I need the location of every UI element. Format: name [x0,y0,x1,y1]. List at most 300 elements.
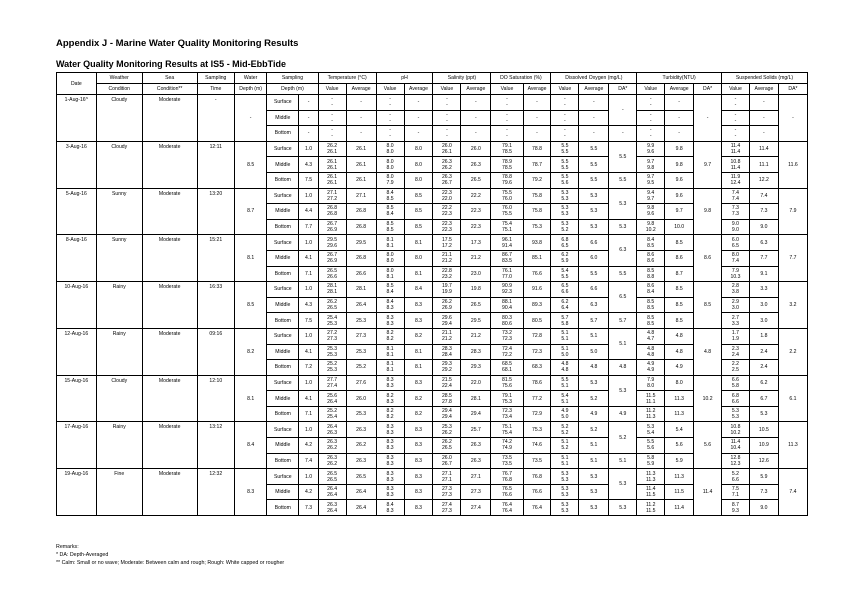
suspended-solids-average-cell: - [749,126,778,142]
ph-value-cell-reading: 8.3 [386,492,394,499]
dissolved-oxygen-value-cell [551,453,579,469]
do-saturation-average-cell: 80.5 [523,313,551,329]
temperature-value-cell-reading: 25.4 [327,314,338,321]
ph-average-cell: 8.3 [404,484,433,500]
ph-value-cell-reading: 8.3 [386,445,394,452]
temperature-value-cell-reading: 26.1 [327,174,338,181]
ph-value-cell-reading: 8.3 [386,429,394,436]
temperature-average-cell: 26.3 [346,422,376,438]
turbidity-average-cell: 11.3 [665,469,694,485]
turbidity-value-cell-reading: - [649,127,652,134]
temperature-value-cell-readings [319,268,346,280]
do-saturation-value-cell-readings [491,237,522,249]
suspended-solids-value-cell [722,235,750,251]
temperature-value-cell-reading: 26.4 [327,398,338,405]
do-saturation-average-cell: 85.1 [523,250,551,266]
salinity-value-cell-reading: 21.5 [441,376,452,383]
do-saturation-value-cell [491,172,523,188]
temperature-average-cell: 26.1 [346,172,376,188]
suspended-solids-value-cell-readings [722,159,749,171]
do-saturation-value-cell [491,110,523,126]
turbidity-value-cell [637,313,665,329]
turbidity-value-cell-readings [637,315,664,327]
turbidity-average-cell: 11.5 [665,484,694,500]
salinity-value-cell-reading: 28.3 [441,345,452,352]
ph-value-cell [376,204,404,220]
temperature-average-cell: 26.4 [346,484,376,500]
salinity-value-cell [433,141,461,157]
temperature-average-cell: - [346,126,376,142]
salinity-value-cell-reading: 21.2 [441,258,452,265]
ph-average-cell: - [404,110,433,126]
ph-average-cell: 8.5 [404,188,433,204]
do-saturation-value-cell-reading: 76.4 [502,501,512,508]
turbidity-value-cell-reading: - [649,111,652,118]
do-saturation-average-cell: 73.5 [523,453,551,469]
do-saturation-average-cell: 77.2 [523,391,551,407]
suspended-solids-average-cell: 10.9 [749,438,778,454]
dissolved-oxygen-value-cell-readings [551,127,578,139]
ph-value-cell-readings [377,127,404,139]
ph-value-cell [376,235,404,251]
turbidity-value-cell [637,328,665,344]
sampling-depth-cell: 4.1 [299,344,318,360]
turbidity-value-cell-reading: 8.5 [647,320,655,327]
sampling-level-cell: Bottom [267,406,299,422]
turbidity-value-cell-readings [637,112,664,124]
turbidity-average-cell: 9.7 [665,204,694,220]
salinity-value-cell-reading: 26.1 [441,149,452,156]
col-do-saturation-header: DO Saturation (%) [491,73,551,84]
turbidity-value-cell-reading: 8.6 [647,258,655,265]
salinity-value-cell [433,313,461,329]
ph-value-cell-reading: - [389,111,391,118]
salinity-value-cell-reading: 26.3 [441,174,452,181]
dissolved-oxygen-da-cell: 6.5 [609,282,637,313]
salinity-value-cell-reading: 29.4 [441,408,452,415]
dissolved-oxygen-value-cell-reading: 5.5 [561,376,569,383]
salinity-value-cell-readings [433,174,460,186]
temperature-value-cell-reading: 26.5 [327,305,338,312]
sampling-level-cell: Bottom [267,126,299,142]
suspended-solids-value-cell [722,219,750,235]
ph-value-cell-reading: 8.1 [386,273,394,280]
do-saturation-average-cell: 91.6 [523,282,551,298]
dissolved-oxygen-da-cell: - [609,95,637,126]
dissolved-oxygen-value-cell-reading: 5.6 [561,180,569,187]
temperature-value-cell-reading: - [331,133,333,140]
turbidity-average-cell: 5.9 [665,453,694,469]
ph-value-cell [376,126,404,142]
turbidity-value-cell-readings [637,96,664,108]
sampling-time-cell: 16:33 [197,282,235,329]
suspended-solids-value-cell-reading: 2.7 [731,314,739,321]
suspended-solids-value-cell [722,282,750,298]
salinity-average-cell: 27.1 [461,469,491,485]
ph-value-cell-readings [377,330,404,342]
sampling-depth-cell: 1.0 [299,375,318,391]
suspended-solids-value-cell-reading: 2.8 [731,283,739,290]
salinity-value-cell-reading: 29.3 [441,361,452,368]
turbidity-value-cell-reading: 11.3 [645,414,656,421]
do-saturation-average-cell: 76.4 [523,500,551,516]
ph-value-cell-reading: 8.3 [386,314,394,321]
results-table [56,72,808,516]
water-depth-cell: - [235,95,267,142]
suspended-solids-value-cell-readings [722,268,749,280]
do-saturation-value-cell [491,484,523,500]
dissolved-oxygen-value-cell [551,157,579,173]
temperature-average-cell: 27.6 [346,375,376,391]
turb-value-subheader: Value [637,84,665,95]
suspended-solids-value-cell-reading: 9.0 [731,221,739,228]
ph-average-cell: - [404,126,433,142]
ph-value-cell-readings [377,502,404,514]
turbidity-value-cell-reading: 9.6 [647,149,655,156]
temperature-average-cell: 26.1 [346,157,376,173]
do-saturation-value-cell-reading: 72.4 [502,345,512,352]
do-saturation-value-cell-reading: 76.4 [502,507,512,514]
salinity-value-cell-reading: 28.4 [441,351,452,358]
salinity-value-cell-reading: 26.7 [441,460,452,467]
sampling-level-cell: Surface [267,141,299,157]
temperature-value-cell [318,344,346,360]
turbidity-value-cell-reading: - [649,102,652,109]
suspended-solids-da-cell: 3.2 [778,282,807,329]
suspended-solids-value-cell-readings [722,486,749,498]
turbidity-value-cell [637,406,665,422]
suspended-solids-value-cell-reading: - [734,127,737,134]
do-saturation-value-cell-readings [491,502,522,514]
salinity-value-cell-readings [433,190,460,202]
temperature-value-cell [318,297,346,313]
dissolved-oxygen-average-cell: 5.3 [579,219,609,235]
do-saturation-value-cell-reading: 78.8 [502,174,512,181]
dissolved-oxygen-value-cell-reading: 6.2 [561,299,569,306]
dissolved-oxygen-value-cell-reading: 5.1 [561,382,569,389]
temperature-value-cell [318,126,346,142]
dissolved-oxygen-value-cell-readings [551,471,578,483]
sampling-level-cell: Middle [267,110,299,126]
suspended-solids-value-cell-readings [722,221,749,233]
temperature-value-cell [318,219,346,235]
turbidity-value-cell [637,219,665,235]
dissolved-oxygen-average-cell: 5.7 [579,313,609,329]
suspended-solids-value-cell-readings [722,377,749,389]
turbidity-average-cell: 9.8 [665,141,694,157]
suspended-solids-value-cell [722,250,750,266]
ph-value-cell-reading: 8.3 [386,305,394,312]
weather-cell: Rainy [96,328,142,375]
turbidity-average-cell: - [665,126,694,142]
suspended-solids-value-cell [722,484,750,500]
salinity-value-cell-reading: 27.3 [441,492,452,499]
ph-value-cell-reading: 8.2 [386,408,394,415]
dissolved-oxygen-value-cell-reading: 5.3 [561,470,569,477]
dissolved-oxygen-value-cell-readings [551,408,578,420]
salinity-value-cell-reading: - [446,96,448,103]
turbidity-value-cell-reading: - [649,117,652,124]
sea-condition-cell: Moderate [142,469,197,516]
do-saturation-value-cell-readings [491,439,522,451]
do-saturation-value-cell [491,422,523,438]
suspended-solids-value-cell [722,406,750,422]
salinity-value-cell-reading: 26.2 [441,299,452,306]
ph-value-cell-reading: 8.5 [386,227,394,234]
turbidity-value-cell-readings [637,127,664,139]
temperature-value-cell-reading: 26.9 [327,227,338,234]
turbidity-value-cell-reading: 9.8 [647,205,655,212]
water-depth-cell: 8.2 [235,328,267,375]
sampling-level-cell: Bottom [267,500,299,516]
do-saturation-value-cell [491,360,523,376]
ph-value-cell-readings [377,112,404,124]
ph-value-cell-reading: 8.0 [386,258,394,265]
salinity-value-cell-readings [433,439,460,451]
sampling-depth-cell: 1.0 [299,235,318,251]
suspended-solids-value-cell-reading: 11.4 [730,149,741,156]
do-saturation-value-cell [491,188,523,204]
dissolved-oxygen-average-cell: - [579,126,609,142]
sampling-level-cell: Middle [267,297,299,313]
dissolved-oxygen-value-cell [551,438,579,454]
ph-value-cell [376,282,404,298]
sampling-depth-cell: 7.1 [299,406,318,422]
weather-cell: Cloudy [96,375,142,422]
turbidity-value-cell-readings [637,439,664,451]
do-value-subheader: Value [551,84,579,95]
ph-value-cell-reading: 8.1 [386,367,394,374]
do-saturation-value-cell-reading: 74.2 [502,439,512,446]
sampling-time-cell: 13:20 [197,188,235,235]
ph-value-cell [376,391,404,407]
table-row [57,141,808,157]
temperature-value-cell-reading: 25.3 [327,320,338,327]
suspended-solids-value-cell-reading: 5.3 [731,414,739,421]
ph-value-cell [376,375,404,391]
suspended-solids-value-cell-reading: 7.4 [731,189,739,196]
turbidity-value-cell-reading: 8.0 [647,382,655,389]
suspended-solids-average-cell: 6.3 [749,235,778,251]
sampling-level-cell: Surface [267,235,299,251]
salinity-value-cell-reading: 26.7 [441,180,452,187]
suspended-solids-da-cell: 11.3 [778,422,807,469]
temperature-value-cell [318,328,346,344]
temperature-average-cell: 25.3 [346,406,376,422]
turbidity-value-cell-reading: 4.8 [647,345,655,352]
sampling-level-cell: Bottom [267,360,299,376]
ph-average-cell: 8.3 [404,438,433,454]
salinity-average-subheader: Average [461,84,491,95]
salinity-value-cell-readings [433,96,460,108]
salinity-value-cell-reading: 26.9 [441,305,452,312]
salinity-value-cell-reading: 28.5 [441,392,452,399]
suspended-solids-value-cell [722,141,750,157]
do-saturation-value-cell-readings [491,283,522,295]
do-saturation-value-cell-readings [491,330,522,342]
turbidity-value-cell [637,282,665,298]
temperature-value-cell-readings [319,408,346,420]
do-saturation-value-cell-readings [491,221,522,233]
salinity-value-cell-reading: 26.0 [441,454,452,461]
turbidity-value-cell-reading: 11.3 [645,476,656,483]
do-saturation-average-cell: - [523,110,551,126]
temperature-value-cell-reading: 26.5 [327,476,338,483]
turbidity-average-cell: 11.3 [665,391,694,407]
salinity-value-cell-reading: 22.8 [441,267,452,274]
ph-value-cell-reading: 8.4 [386,289,394,296]
do-saturation-value-cell-reading: 75.1 [502,227,512,234]
suspended-solids-average-cell: 3.0 [749,297,778,313]
do-saturation-value-cell-reading: 80.3 [502,314,512,321]
ph-value-cell-reading: 8.3 [386,470,394,477]
temperature-value-cell-readings [319,237,346,249]
dissolved-oxygen-value-cell [551,344,579,360]
sampling-level-cell: Middle [267,157,299,173]
temperature-value-cell-reading: 25.3 [327,351,338,358]
suspended-solids-value-cell-readings [722,112,749,124]
suspended-solids-value-cell-reading: 6.6 [731,476,739,483]
sampling-depth-cell: 1.0 [299,328,318,344]
salinity-value-cell-reading: - [446,111,448,118]
sampling-level-cell: Middle [267,484,299,500]
sampling-depth-cell: 7.2 [299,360,318,376]
turbidity-value-cell-reading: 8.8 [647,273,655,280]
ph-value-cell-reading: 8.1 [386,345,394,352]
turbidity-value-cell-reading: 4.8 [647,351,655,358]
suspended-solids-value-cell [722,360,750,376]
date-cell: 15-Aug-16 [57,375,97,422]
turbidity-value-cell-reading: 11.2 [645,501,656,508]
dissolved-oxygen-da-bottom-cell: 5.3 [609,500,637,516]
do-saturation-value-cell-reading: 79.1 [502,143,512,150]
dissolved-oxygen-value-cell-reading: 5.4 [561,267,569,274]
turbidity-value-cell [637,188,665,204]
ph-average-cell: 8.0 [404,157,433,173]
temperature-value-cell-readings [319,127,346,139]
salinity-average-cell: - [461,95,491,111]
temperature-value-cell-readings [319,330,346,342]
ph-average-cell: 8.3 [404,469,433,485]
turbidity-value-cell [637,500,665,516]
temperature-value-cell-readings [319,112,346,124]
dissolved-oxygen-value-cell-readings [551,159,578,171]
ph-value-cell-readings [377,237,404,249]
ph-value-cell-readings [377,471,404,483]
suspended-solids-value-cell-reading: 10.8 [730,423,741,430]
do-saturation-value-cell-reading: 77.0 [502,273,512,280]
dissolved-oxygen-value-cell-reading: 5.0 [561,414,569,421]
dissolved-oxygen-value-cell [551,172,579,188]
suspended-solids-da-cell: 7.7 [778,235,807,282]
sea-condition-cell: Moderate [142,235,197,282]
suspended-solids-value-cell-reading: 6.6 [731,398,739,405]
do-saturation-average-cell: 74.6 [523,438,551,454]
ph-average-cell: 8.1 [404,235,433,251]
sampling-depth-cell: 4.3 [299,297,318,313]
sampling-depth-cell: 7.4 [299,453,318,469]
salinity-value-cell-readings [433,252,460,264]
dissolved-oxygen-average-cell: 5.2 [579,422,609,438]
suspended-solids-average-cell: 11.4 [749,141,778,157]
temperature-value-cell-readings [319,252,346,264]
turbidity-value-cell-readings [637,330,664,342]
sea-condition-cell: Moderate [142,422,197,469]
col-sea-header: Sea [142,73,197,84]
salinity-value-cell-readings [433,471,460,483]
sampling-depth-cell: - [299,95,318,111]
turbidity-value-cell [637,157,665,173]
dissolved-oxygen-average-cell: - [579,110,609,126]
turbidity-value-cell [637,235,665,251]
turbidity-value-cell-reading: 11.1 [645,398,656,405]
ph-value-cell-readings [377,205,404,217]
ph-value-cell [376,313,404,329]
sampling-level-cell: Bottom [267,313,299,329]
salinity-value-cell-reading: 25.3 [441,423,452,430]
salinity-average-cell: 21.2 [461,250,491,266]
col-temperature-header: Temperature (°C) [318,73,376,84]
ph-value-cell-reading: 8.0 [386,164,394,171]
do-saturation-value-cell-reading: 68.1 [502,367,512,374]
suspended-solids-value-cell-reading: 6.6 [731,376,739,383]
turbidity-value-cell [637,360,665,376]
col-sampling-depth-header: Sampling [267,73,318,84]
sampling-depth-cell: 7.1 [299,266,318,282]
turbidity-value-cell-reading: 8.5 [647,242,655,249]
suspended-solids-value-cell-readings [722,330,749,342]
suspended-solids-value-cell-reading: 5.8 [731,382,739,389]
turbidity-value-cell-readings [637,393,664,405]
temperature-value-cell-readings [319,471,346,483]
dissolved-oxygen-value-cell [551,360,579,376]
temperature-average-cell: 26.8 [346,250,376,266]
dissolved-oxygen-value-cell-readings [551,190,578,202]
turbidity-value-cell-readings [637,174,664,186]
turbidity-average-cell: 9.8 [665,157,694,173]
suspended-solids-average-cell: 7.7 [749,250,778,266]
do-saturation-value-cell-readings [491,377,522,389]
salinity-value-cell-readings [433,361,460,373]
temperature-value-cell-reading: 26.5 [327,267,338,274]
temperature-value-cell-readings [319,299,346,311]
suspended-solids-average-cell: 5.9 [749,469,778,485]
col-sea-subheader: Condition** [142,84,197,95]
turbidity-value-cell-reading: 11.5 [645,492,656,499]
sampling-level-cell: Middle [267,391,299,407]
salinity-average-cell: - [461,126,491,142]
ss-average-subheader: Average [749,84,778,95]
sampling-depth-cell: - [299,110,318,126]
do-saturation-value-cell-reading: 73.5 [502,454,512,461]
turbidity-average-cell: 11.3 [665,406,694,422]
dissolved-oxygen-value-cell-reading: 5.1 [561,336,569,343]
ph-value-cell-readings [377,315,404,327]
ph-value-cell [376,110,404,126]
turbidity-value-cell-reading: 4.9 [647,367,655,374]
temperature-value-cell [318,172,346,188]
salinity-value-cell-reading: 26.2 [441,439,452,446]
sampling-depth-cell: 4.1 [299,391,318,407]
suspended-solids-average-cell: 2.4 [749,344,778,360]
temperature-value-cell [318,391,346,407]
suspended-solids-value-cell [722,297,750,313]
date-cell: 12-Aug-16 [57,328,97,375]
turbidity-average-cell: 5.6 [665,438,694,454]
dissolved-oxygen-da-cell: 5.3 [609,188,637,219]
ph-value-cell [376,266,404,282]
salinity-value-cell-reading: 22.3 [441,189,452,196]
